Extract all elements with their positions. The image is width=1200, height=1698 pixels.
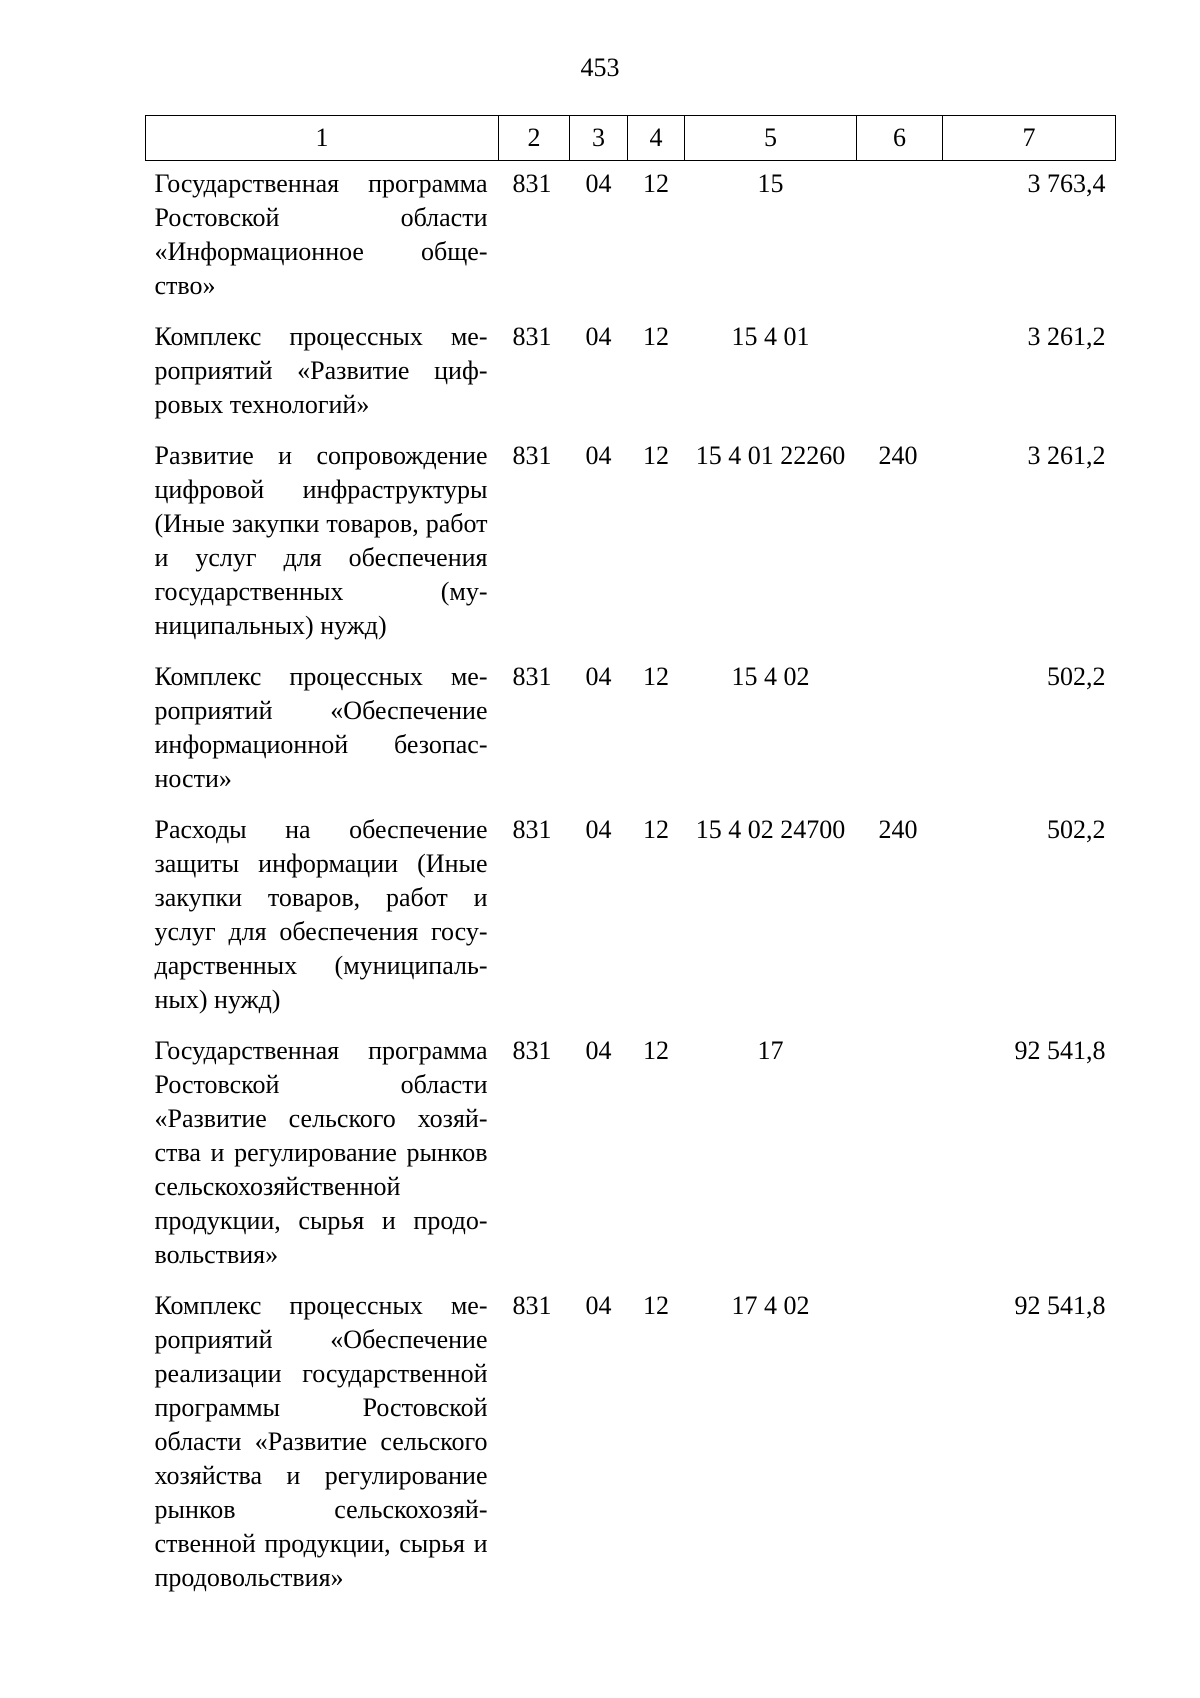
row-subsection-code: 12: [643, 815, 669, 844]
table-row: [146, 314, 1116, 433]
row-expense-type: [857, 1028, 943, 1283]
row-amount: 3 763,4: [1027, 169, 1106, 198]
row-expense-type: 240: [878, 815, 918, 844]
header-col-1: 1: [146, 116, 499, 161]
header-col-5: 5: [685, 116, 857, 161]
row-section-code: 04: [585, 441, 612, 470]
row-subsection-code: 12: [643, 441, 669, 470]
header-col-6: 6: [857, 116, 943, 161]
table-row: [146, 1283, 1116, 1606]
header-col-4: 4: [628, 116, 685, 161]
row-ministry-code: 831: [512, 169, 552, 198]
row-subsection-code: 12: [643, 1036, 669, 1065]
table-row: [146, 807, 1116, 1028]
row-target-article: 15 4 01 22260: [695, 441, 846, 470]
row-section-code: 04: [585, 1036, 612, 1065]
row-ministry-code: 831: [512, 1036, 552, 1065]
row-amount: 3 261,2: [1027, 441, 1106, 470]
row-ministry-code: 831: [512, 1291, 552, 1320]
row-expense-type: [857, 1283, 943, 1606]
row-description: Государственная программа Ростовской области «Информационное общество»: [154, 169, 488, 300]
row-target-article: 15 4 02 24700: [695, 815, 846, 844]
row-section-code: 04: [585, 1291, 612, 1320]
row-description: Комплекс процессных мероприятий «Развитие цифровых технологий»: [154, 322, 488, 419]
row-description: Расходы на обеспечение защиты информации (Иные закупки товаров, работ и услуг для обеспечения государственных (муниципальных) нужд): [154, 815, 488, 1014]
row-amount: 3 261,2: [1027, 322, 1106, 351]
header-col-7: 7: [943, 116, 1116, 161]
row-amount: 92 541,8: [1014, 1291, 1106, 1320]
row-description: Государственная программа Ростовской области «Развитие сельского хозяйства и регулирование рынков сельскохозяйственной продукции, сырья и продовольствия»: [154, 1036, 488, 1269]
header-row: [146, 116, 1116, 161]
row-expense-type: [857, 654, 943, 807]
row-amount: 502,2: [1047, 662, 1106, 691]
header-col-2: 2: [499, 116, 570, 161]
row-target-article: 15 4 01: [731, 322, 810, 351]
table-row: [146, 161, 1116, 315]
row-ministry-code: 831: [512, 441, 552, 470]
row-ministry-code: 831: [512, 662, 552, 691]
row-description: Комплекс процессных мероприятий «Обеспечение информационной безопасности»: [154, 662, 488, 793]
row-target-article: 17 4 02: [731, 1291, 810, 1320]
row-ministry-code: 831: [512, 322, 552, 351]
page-number: 453: [580, 53, 620, 82]
row-description: Комплекс процессных мероприятий «Обеспечение реализации государственной программы Ростовской области «Развитие сельского хозяйства и регулирование рынков сельскохозяйственной продукции, сырья и продовольствия»: [154, 1291, 488, 1592]
row-description: Развитие и сопровождение цифровой инфраструктуры (Иные закупки товаров, работ и услуг для обеспечения государственных (муниципальных) нужд): [154, 441, 488, 640]
row-section-code: 04: [585, 815, 612, 844]
budget-table: [145, 115, 1116, 1606]
row-amount: 502,2: [1047, 815, 1106, 844]
row-subsection-code: 12: [643, 1291, 669, 1320]
row-amount: 92 541,8: [1014, 1036, 1106, 1065]
row-subsection-code: 12: [643, 169, 669, 198]
table-row: [146, 654, 1116, 807]
table-row: [146, 433, 1116, 654]
row-subsection-code: 12: [643, 322, 669, 351]
row-expense-type: 240: [878, 441, 918, 470]
row-section-code: 04: [585, 662, 612, 691]
row-subsection-code: 12: [643, 662, 669, 691]
row-expense-type: [857, 314, 943, 433]
row-target-article: 15 4 02: [731, 662, 810, 691]
header-col-3: 3: [570, 116, 628, 161]
row-target-article: 17: [757, 1036, 784, 1065]
row-section-code: 04: [585, 169, 612, 198]
row-target-article: 15: [757, 169, 784, 198]
row-ministry-code: 831: [512, 815, 552, 844]
row-expense-type: [857, 161, 943, 315]
row-section-code: 04: [585, 322, 612, 351]
table-row: [146, 1028, 1116, 1283]
